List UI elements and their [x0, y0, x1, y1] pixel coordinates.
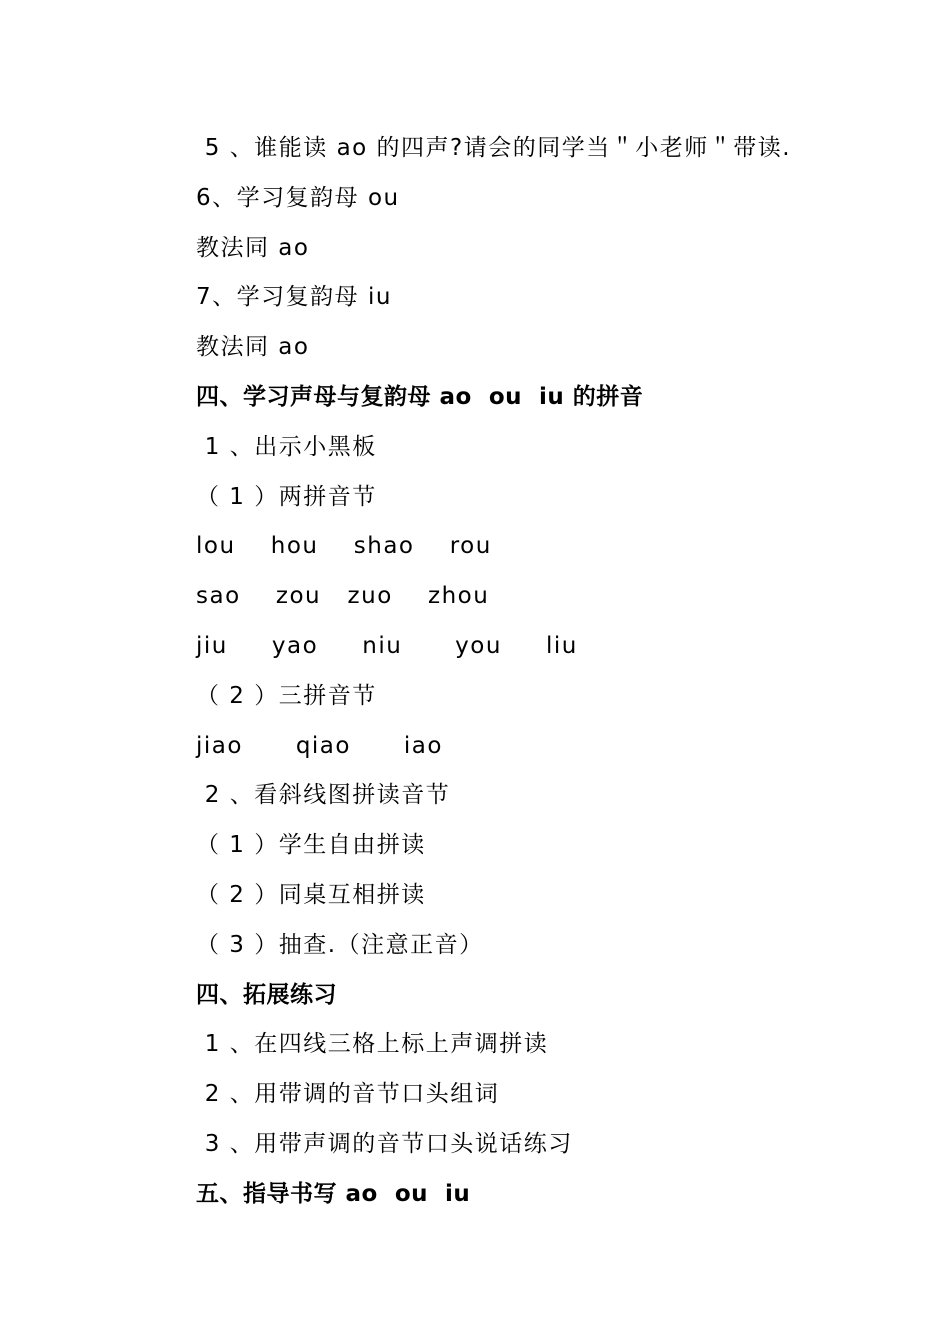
text-line: 教法同 ao: [196, 334, 310, 361]
section-heading: 五、指导书写 ao ou iu: [196, 1180, 471, 1207]
text-line: 2 、用带调的音节口头组词: [196, 1081, 500, 1108]
pinyin-line: jiu yao niu you liu: [196, 632, 578, 659]
text-line: 1 、出示小黑板: [196, 433, 377, 460]
text-line: 1 、在四线三格上标上声调拼读: [196, 1031, 549, 1058]
text-line: 3 、用带声调的音节口头说话练习: [196, 1130, 573, 1157]
pinyin-line: sao zou zuo zhou: [196, 583, 490, 610]
text-line: 2 、看斜线图拼读音节: [196, 782, 451, 809]
text-line: 6、学习复韵母 ou: [196, 184, 400, 211]
text-line: （ 2 ）同桌互相拼读: [196, 881, 426, 908]
text-line: 教法同 ao: [196, 234, 310, 261]
text-line: （ 2 ）三拼音节: [196, 682, 377, 709]
text-line: （ 3 ）抽查.（注意正音）: [196, 931, 484, 958]
pinyin-line: lou hou shao rou: [196, 533, 492, 560]
text-line: （ 1 ）学生自由拼读: [196, 832, 426, 859]
document-body: [196, 124, 916, 1220]
section-heading: 四、学习声母与复韵母 ao ou iu 的拼音: [196, 383, 644, 410]
pinyin-line: jiao qiao iao: [196, 732, 443, 759]
text-line: 5 、谁能读 ao 的四声?请会的同学当＂小老师＂带读.: [196, 135, 792, 161]
text-line: （ 1 ）两拼音节: [196, 483, 377, 510]
text-line: 7、学习复韵母 iu: [196, 284, 392, 311]
section-heading: 四、拓展练习: [196, 981, 337, 1008]
